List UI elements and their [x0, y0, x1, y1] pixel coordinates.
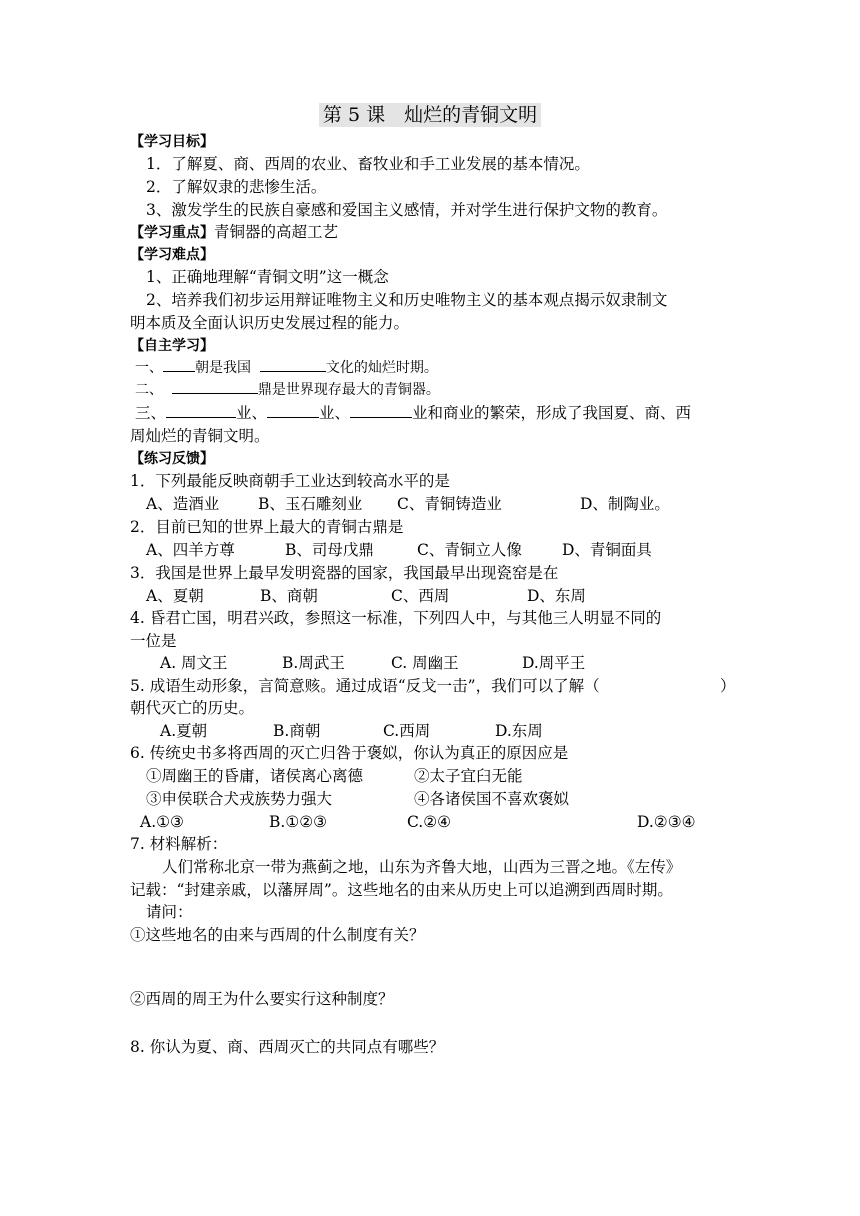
question-6: 6. 传统史书多将西周的灭亡归咎于褒姒，你认为真正的原因应是 [130, 744, 569, 762]
blank-culture[interactable] [260, 356, 326, 372]
question-4: 4. 昏君亡国，明君兴政，参照这一标准，下列四人中，与其他三人明显不同的 [130, 609, 662, 627]
option-c[interactable]: C.西周 [383, 722, 431, 740]
question-6-options [130, 811, 730, 833]
question-5-line2: 朝代灭亡的历史。 [130, 699, 255, 717]
option-c[interactable]: C.②④ [407, 813, 452, 831]
option-a[interactable]: A. 周文王 [160, 654, 228, 672]
question-7-material-2: 记载：“封建亲戚，以藩屏周”。这些地名的由来从历史上可以追溯到西周时期。 [130, 881, 673, 899]
question-5: 5. 成语生动形象，言简意赅。通过成语“反戈一击”，我们可以了解（ [130, 677, 600, 695]
option-b[interactable]: B、商朝 [260, 587, 318, 605]
blank-industry-1[interactable] [166, 402, 236, 418]
option-c[interactable]: C、西周 [391, 587, 450, 605]
lesson-title: 第 5 课 灿烂的青铜文明 [0, 100, 860, 130]
self-study-q3: 三、 业、 业、 业和商业的繁荣，形成了我国夏、商、西 [135, 404, 692, 422]
goal-item: 2．了解奴隶的悲惨生活。 [146, 178, 327, 196]
question-6-statement-1: ①周幽王的昏庸，诸侯离心离德 [146, 767, 364, 785]
option-d[interactable]: D.周平王 [522, 654, 586, 672]
key-text: 青铜器的高超工艺 [214, 223, 339, 241]
option-d[interactable]: D.②③④ [637, 813, 696, 831]
question-6-statement-3: ③申侯联合犬戎族势力强大 [146, 790, 333, 808]
self-study-q3-line2: 周灿烂的青铜文明。 [130, 427, 270, 445]
question-7-ask: 请问： [146, 903, 193, 921]
practice-heading: 【练习反馈】 [130, 451, 214, 467]
goal-item: 3、激发学生的民族自豪感和爱国主义感情，并对学生进行保护文物的教育。 [146, 201, 668, 219]
option-d[interactable]: D、制陶业。 [580, 495, 670, 513]
goal-item: 1．了解夏、商、西周的农业、畜牧业和手工业发展的基本情况。 [146, 155, 590, 173]
key-point [130, 221, 338, 244]
blank-dynasty[interactable] [163, 356, 195, 372]
self-study-heading: 【自主学习】 [130, 338, 214, 354]
difficulty-heading: 【学习难点】 [130, 247, 214, 263]
blank-industry-2[interactable] [267, 402, 319, 418]
question-2: 2．目前已知的世界上最大的青铜古鼎是 [130, 518, 404, 536]
question-7-heading: 7. 材料解析： [130, 835, 228, 853]
question-5-paren-end: ） [720, 677, 736, 695]
question-2-options [130, 539, 730, 561]
option-d[interactable]: D、青铜面具 [562, 541, 652, 559]
question-5-options [130, 720, 730, 742]
goals-heading: 【学习目标】 [130, 134, 214, 150]
question-6-statement-4: ④各诸侯国不喜欢褒姒 [414, 790, 570, 808]
option-a[interactable]: A、夏朝 [146, 587, 204, 605]
question-7-sub-1: ①这些地名的由来与西周的什么制度有关？ [130, 926, 425, 944]
difficulty-item: 1、正确地理解“青铜文明”这一概念 [146, 268, 389, 286]
key-heading: 【学习重点】 [130, 225, 214, 241]
option-a[interactable]: A、造酒业 [146, 495, 220, 513]
question-7-material: 人们常称北京一带为燕蓟之地，山东为齐鲁大地，山西为三晋之地。《左传》 [162, 858, 682, 876]
question-1: 1．下列最能反映商朝手工业达到较高水平的是 [130, 472, 450, 490]
option-c[interactable]: C. 周幽王 [391, 654, 459, 672]
difficulty-item: 明本质及全面认识历史发展过程的能力。 [130, 314, 410, 332]
option-b[interactable]: B、玉石雕刻业 [258, 495, 363, 513]
option-b[interactable]: B.商朝 [273, 722, 321, 740]
question-3-options [130, 585, 730, 607]
question-6-statement-2: ②太子宜臼无能 [414, 767, 523, 785]
option-b[interactable]: B、司母戊鼎 [285, 541, 374, 559]
question-4-line2: 一位是 [130, 632, 177, 650]
self-study-q1: 一、 朝是我国 文化的灿烂时期。 [135, 356, 438, 379]
option-a[interactable]: A.①③ [140, 813, 184, 831]
option-d[interactable]: D、东周 [527, 587, 586, 605]
option-a[interactable]: A、四羊方尊 [146, 541, 235, 559]
question-4-options [130, 652, 730, 674]
blank-ding[interactable] [172, 378, 258, 394]
question-7-sub-2: ②西周的周王为什么要实行这种制度？ [130, 990, 394, 1008]
option-a[interactable]: A.夏朝 [160, 722, 208, 740]
difficulty-item: 2、培养我们初步运用辩证唯物主义和历史唯物主义的基本观点揭示奴隶制文 [146, 291, 668, 309]
question-8: 8. 你认为夏、商、西周灭亡的共同点有哪些？ [130, 1038, 445, 1056]
blank-industry-3[interactable] [350, 402, 412, 418]
option-b[interactable]: B.①②③ [269, 813, 328, 831]
question-3: 3．我国是世界上最早发明瓷器的国家，我国最早出现瓷窑是在 [130, 564, 559, 582]
option-d[interactable]: D.东周 [495, 722, 543, 740]
self-study-q2: 二、 鼎是世界现存最大的青铜器。 [135, 378, 440, 401]
option-b[interactable]: B.周武王 [282, 654, 345, 672]
option-c[interactable]: C、青铜立人像 [417, 541, 522, 559]
option-c[interactable]: C、青铜铸造业 [397, 495, 502, 513]
question-1-options [130, 493, 730, 515]
